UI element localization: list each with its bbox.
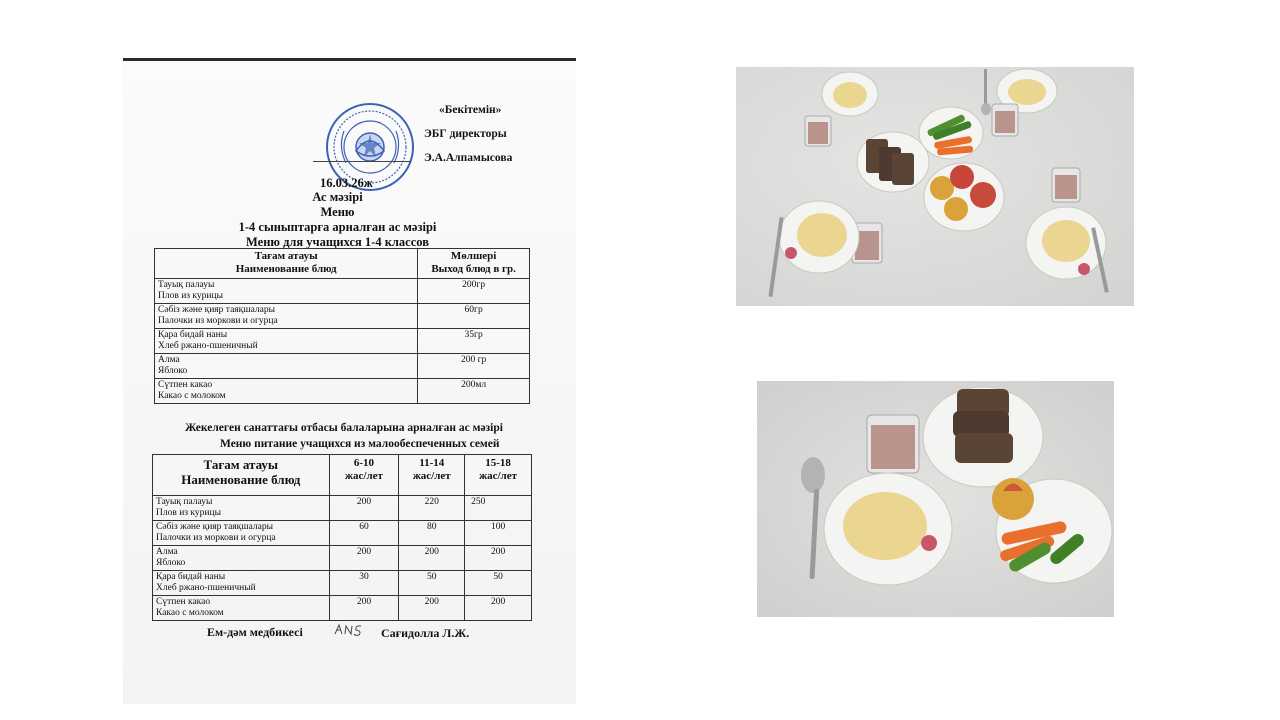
header-dish-name [155,249,418,279]
header-amount [418,249,530,279]
single-serving-photo [757,381,1114,617]
age-unit: жас/лет [345,470,383,482]
subtitle-kz: 1-4 сыныптарға арналған ас мәзірі [238,220,437,234]
value-cell: 200 [329,596,399,621]
dish-kz: Тауық палауы [158,280,215,290]
lunch-table-illustration [736,67,1134,306]
dish-kz: Сүтпен какао [158,380,213,390]
dish-ru: Яблоко [158,366,188,376]
signature-role: Ем-дәм медбикесі [207,625,303,639]
dish-cell [155,354,418,379]
lunch-table-photo [736,67,1134,306]
header-age-11-14 [399,455,465,496]
dish-cell [153,546,330,571]
age-unit: жас/лет [412,470,451,482]
table-row [155,329,530,354]
header-dish-ru: Наименование блюд [181,472,301,487]
header-dish-name [153,455,330,496]
signature-scribble-icon [333,622,365,638]
header-dish-kz: Тағам атауы [203,457,279,472]
single-serving-illustration [757,381,1114,617]
value-cell: 200 [329,496,399,521]
dish-kz: Тауық палауы [156,497,213,507]
dish-cell [155,329,418,354]
table-row [153,546,532,571]
dish-ru: Какао с молоком [158,391,226,401]
dish-ru: Палочки из моркови и огурца [158,316,278,326]
scanned-menu-document [123,62,576,704]
value-cell: 100 [465,521,532,546]
table-row [153,521,532,546]
heading-ru: Меню [320,205,355,219]
value-cell: 200 [329,546,399,571]
age-range: 15-18 [485,457,511,469]
value-cell: 200 [399,546,465,571]
age-unit: жас/лет [479,470,518,482]
document-top-rule [123,58,576,61]
dish-cell [153,571,330,596]
approval-position: ЭБГ директоры [424,128,507,140]
value-cell: 50 [465,571,532,596]
heading-kz: Ас мәзірі [312,190,363,204]
approval-line [313,161,411,162]
amount-cell: 200гр [418,279,530,304]
dish-ru: Какао с молоком [156,608,224,618]
header-dish-kz: Тағам атауы [254,250,318,262]
value-cell: 220 [399,496,465,521]
lowincome-title-kz: Жекелеген санаттағы отбасы балаларына арналған ас мәзірі [185,422,503,434]
amount-cell: 35гр [418,329,530,354]
amount-cell: 60гр [418,304,530,329]
menu-table-header [155,249,530,279]
amount-cell: 200мл [418,379,530,404]
table-row [155,379,530,404]
dish-ru: Плов из курицы [156,508,221,518]
dish-cell [153,521,330,546]
amount-cell: 200 гр [418,354,530,379]
dish-cell [153,496,330,521]
dish-kz: Қара бидай наны [156,572,226,582]
table-row [155,304,530,329]
header-dish-ru: Наименование блюд [235,263,337,275]
approval-director: Э.А.Алпамысова [424,152,513,164]
document-date: 16.03.26ж [320,176,373,190]
dish-kz: Сәбіз және қияр таяқшалары [158,305,275,315]
header-age-15-18 [465,455,532,496]
table-row [153,571,532,596]
dish-ru: Плов из курицы [158,291,223,301]
age-range: 11-14 [419,457,445,469]
table-row [153,596,532,621]
value-cell: 30 [329,571,399,596]
value-cell: 200 [465,596,532,621]
subtitle-ru: Меню для учащихся 1-4 классов [246,235,429,249]
dish-cell [153,596,330,621]
dish-kz: Сүтпен какао [156,597,211,607]
dish-ru: Яблоко [156,558,186,568]
table-row [153,496,532,521]
signature-name: Сағидолла Л.Ж. [381,626,470,640]
dish-cell [155,304,418,329]
lowincome-table-header [153,455,532,496]
age-range: 6-10 [353,457,375,469]
table-row [155,279,530,304]
dish-kz: Алма [156,547,178,557]
header-amount-kz: Мөлшері [450,250,497,262]
value-cell: 250 [465,496,532,521]
header-amount-ru: Выход блюд в гр. [431,263,516,275]
dish-cell [155,279,418,304]
table-row [155,354,530,379]
lowincome-title-ru: Меню питание учащихся из малообеспеченных семей [220,438,500,450]
value-cell: 60 [329,521,399,546]
value-cell: 200 [399,596,465,621]
header-age-6-10 [329,455,399,496]
dish-kz: Сәбіз және қияр таяқшалары [156,522,273,532]
approval-label: «Бекітемін» [439,104,502,116]
dish-kz: Қара бидай наны [158,330,228,340]
dish-kz: Алма [158,355,180,365]
dish-ru: Хлеб ржано-пшеничный [158,341,258,351]
value-cell: 50 [399,571,465,596]
dish-ru: Хлеб ржано-пшеничный [156,583,256,593]
lowincome-table [152,454,532,621]
dish-ru: Палочки из моркови и огурца [156,533,276,543]
dish-cell [155,379,418,404]
value-cell: 200 [465,546,532,571]
value-cell: 80 [399,521,465,546]
menu-table [154,248,530,404]
